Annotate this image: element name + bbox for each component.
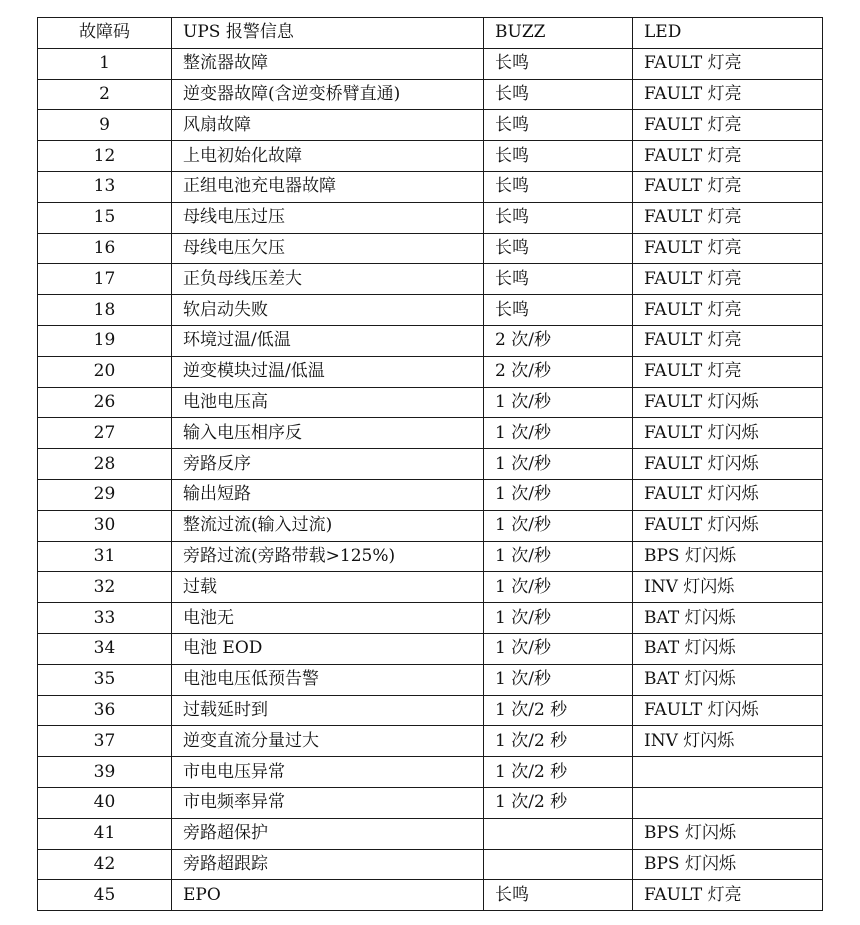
cell-alarm-info: 市电频率异常	[172, 787, 484, 818]
cell-alarm-info: 输出短路	[172, 479, 484, 510]
cell-fault-code: 30	[38, 510, 172, 541]
cell-alarm-info: EPO	[172, 880, 484, 911]
cell-led: BAT 灯闪烁	[633, 664, 823, 695]
cell-alarm-info: 上电初始化故障	[172, 141, 484, 172]
table-row	[38, 510, 823, 541]
cell-buzz: 1 次/秒	[484, 664, 633, 695]
cell-led: BAT 灯闪烁	[633, 633, 823, 664]
cell-buzz: 长鸣	[484, 48, 633, 79]
cell-buzz: 长鸣	[484, 880, 633, 911]
cell-buzz: 长鸣	[484, 79, 633, 110]
cell-buzz: 长鸣	[484, 202, 633, 233]
cell-led: FAULT 灯亮	[633, 48, 823, 79]
cell-led: INV 灯闪烁	[633, 726, 823, 757]
table-row	[38, 356, 823, 387]
cell-led: FAULT 灯亮	[633, 141, 823, 172]
cell-fault-code: 33	[38, 603, 172, 634]
cell-led: BAT 灯闪烁	[633, 603, 823, 634]
cell-fault-code: 41	[38, 818, 172, 849]
cell-led: FAULT 灯亮	[633, 295, 823, 326]
cell-alarm-info: 旁路超跟踪	[172, 849, 484, 880]
cell-fault-code: 1	[38, 48, 172, 79]
header-fault-code: 故障码	[38, 18, 172, 49]
cell-alarm-info: 过载延时到	[172, 695, 484, 726]
cell-buzz: 长鸣	[484, 110, 633, 141]
cell-led: FAULT 灯亮	[633, 79, 823, 110]
table-row	[38, 141, 823, 172]
cell-buzz: 长鸣	[484, 295, 633, 326]
cell-alarm-info: 整流过流(输入过流)	[172, 510, 484, 541]
cell-fault-code: 2	[38, 79, 172, 110]
table-row	[38, 264, 823, 295]
cell-alarm-info: 旁路超保护	[172, 818, 484, 849]
cell-led	[633, 787, 823, 818]
cell-fault-code: 37	[38, 726, 172, 757]
table-row	[38, 757, 823, 788]
cell-led: FAULT 灯闪烁	[633, 479, 823, 510]
cell-buzz: 1 次/秒	[484, 572, 633, 603]
cell-fault-code: 27	[38, 418, 172, 449]
table-row	[38, 787, 823, 818]
cell-alarm-info: 整流器故障	[172, 48, 484, 79]
cell-led: FAULT 灯亮	[633, 110, 823, 141]
cell-alarm-info: 正组电池充电器故障	[172, 171, 484, 202]
cell-buzz: 1 次/秒	[484, 479, 633, 510]
table-row	[38, 479, 823, 510]
header-led: LED	[633, 18, 823, 49]
table-row	[38, 233, 823, 264]
cell-buzz: 1 次/秒	[484, 418, 633, 449]
cell-fault-code: 16	[38, 233, 172, 264]
table-row	[38, 48, 823, 79]
cell-led: BPS 灯闪烁	[633, 818, 823, 849]
cell-buzz: 长鸣	[484, 171, 633, 202]
cell-alarm-info: 逆变模块过温/低温	[172, 356, 484, 387]
table-row	[38, 572, 823, 603]
cell-alarm-info: 母线电压欠压	[172, 233, 484, 264]
cell-led: FAULT 灯闪烁	[633, 695, 823, 726]
cell-fault-code: 35	[38, 664, 172, 695]
cell-buzz: 1 次/秒	[484, 633, 633, 664]
cell-alarm-info: 输入电压相序反	[172, 418, 484, 449]
table-row	[38, 541, 823, 572]
cell-buzz: 长鸣	[484, 233, 633, 264]
cell-fault-code: 31	[38, 541, 172, 572]
cell-alarm-info: 正负母线压差大	[172, 264, 484, 295]
cell-led: FAULT 灯亮	[633, 264, 823, 295]
cell-buzz: 1 次/秒	[484, 510, 633, 541]
cell-fault-code: 32	[38, 572, 172, 603]
table-row	[38, 726, 823, 757]
cell-alarm-info: 过载	[172, 572, 484, 603]
cell-led: FAULT 灯亮	[633, 202, 823, 233]
cell-led: FAULT 灯亮	[633, 880, 823, 911]
cell-led	[633, 757, 823, 788]
cell-buzz	[484, 849, 633, 880]
table-row	[38, 325, 823, 356]
cell-fault-code: 9	[38, 110, 172, 141]
cell-buzz: 2 次/秒	[484, 356, 633, 387]
table-row	[38, 880, 823, 911]
table-row	[38, 171, 823, 202]
cell-led: FAULT 灯闪烁	[633, 449, 823, 480]
table-row	[38, 849, 823, 880]
table-row	[38, 818, 823, 849]
cell-buzz: 长鸣	[484, 264, 633, 295]
cell-alarm-info: 软启动失败	[172, 295, 484, 326]
cell-alarm-info: 环境过温/低温	[172, 325, 484, 356]
cell-alarm-info: 逆变直流分量过大	[172, 726, 484, 757]
cell-fault-code: 34	[38, 633, 172, 664]
cell-fault-code: 13	[38, 171, 172, 202]
table-row	[38, 695, 823, 726]
header-alarm-info: UPS 报警信息	[172, 18, 484, 49]
cell-alarm-info: 逆变器故障(含逆变桥臂直通)	[172, 79, 484, 110]
cell-buzz: 1 次/秒	[484, 387, 633, 418]
cell-led: BPS 灯闪烁	[633, 541, 823, 572]
cell-led: FAULT 灯闪烁	[633, 387, 823, 418]
cell-buzz: 1 次/秒	[484, 603, 633, 634]
cell-led: FAULT 灯亮	[633, 325, 823, 356]
table-row	[38, 449, 823, 480]
cell-alarm-info: 风扇故障	[172, 110, 484, 141]
cell-alarm-info: 旁路反序	[172, 449, 484, 480]
cell-fault-code: 39	[38, 757, 172, 788]
cell-alarm-info: 电池 EOD	[172, 633, 484, 664]
cell-fault-code: 12	[38, 141, 172, 172]
cell-fault-code: 29	[38, 479, 172, 510]
table-header-row	[38, 18, 823, 49]
table-row	[38, 110, 823, 141]
table-row	[38, 387, 823, 418]
cell-fault-code: 28	[38, 449, 172, 480]
cell-led: FAULT 灯闪烁	[633, 510, 823, 541]
cell-led: FAULT 灯亮	[633, 356, 823, 387]
cell-fault-code: 19	[38, 325, 172, 356]
cell-led: FAULT 灯亮	[633, 171, 823, 202]
cell-fault-code: 15	[38, 202, 172, 233]
table-row	[38, 79, 823, 110]
table-row	[38, 202, 823, 233]
cell-buzz: 1 次/2 秒	[484, 726, 633, 757]
fault-code-table	[37, 17, 823, 911]
cell-led: FAULT 灯亮	[633, 233, 823, 264]
cell-fault-code: 18	[38, 295, 172, 326]
cell-buzz: 长鸣	[484, 141, 633, 172]
cell-buzz: 2 次/秒	[484, 325, 633, 356]
cell-fault-code: 20	[38, 356, 172, 387]
cell-buzz: 1 次/秒	[484, 449, 633, 480]
table-body	[38, 18, 823, 911]
cell-alarm-info: 电池电压低预告警	[172, 664, 484, 695]
header-buzz: BUZZ	[484, 18, 633, 49]
table-row	[38, 633, 823, 664]
cell-alarm-info: 市电电压异常	[172, 757, 484, 788]
cell-buzz: 1 次/2 秒	[484, 787, 633, 818]
cell-led: BPS 灯闪烁	[633, 849, 823, 880]
cell-alarm-info: 电池无	[172, 603, 484, 634]
cell-fault-code: 17	[38, 264, 172, 295]
cell-fault-code: 42	[38, 849, 172, 880]
cell-alarm-info: 母线电压过压	[172, 202, 484, 233]
table-row	[38, 603, 823, 634]
table-row	[38, 295, 823, 326]
cell-fault-code: 26	[38, 387, 172, 418]
cell-fault-code: 45	[38, 880, 172, 911]
cell-alarm-info: 旁路过流(旁路带载>125%)	[172, 541, 484, 572]
table-row	[38, 418, 823, 449]
cell-led: INV 灯闪烁	[633, 572, 823, 603]
cell-led: FAULT 灯闪烁	[633, 418, 823, 449]
cell-fault-code: 40	[38, 787, 172, 818]
cell-buzz	[484, 818, 633, 849]
cell-fault-code: 36	[38, 695, 172, 726]
table-row	[38, 664, 823, 695]
cell-buzz: 1 次/2 秒	[484, 695, 633, 726]
cell-buzz: 1 次/2 秒	[484, 757, 633, 788]
cell-alarm-info: 电池电压高	[172, 387, 484, 418]
cell-buzz: 1 次/秒	[484, 541, 633, 572]
